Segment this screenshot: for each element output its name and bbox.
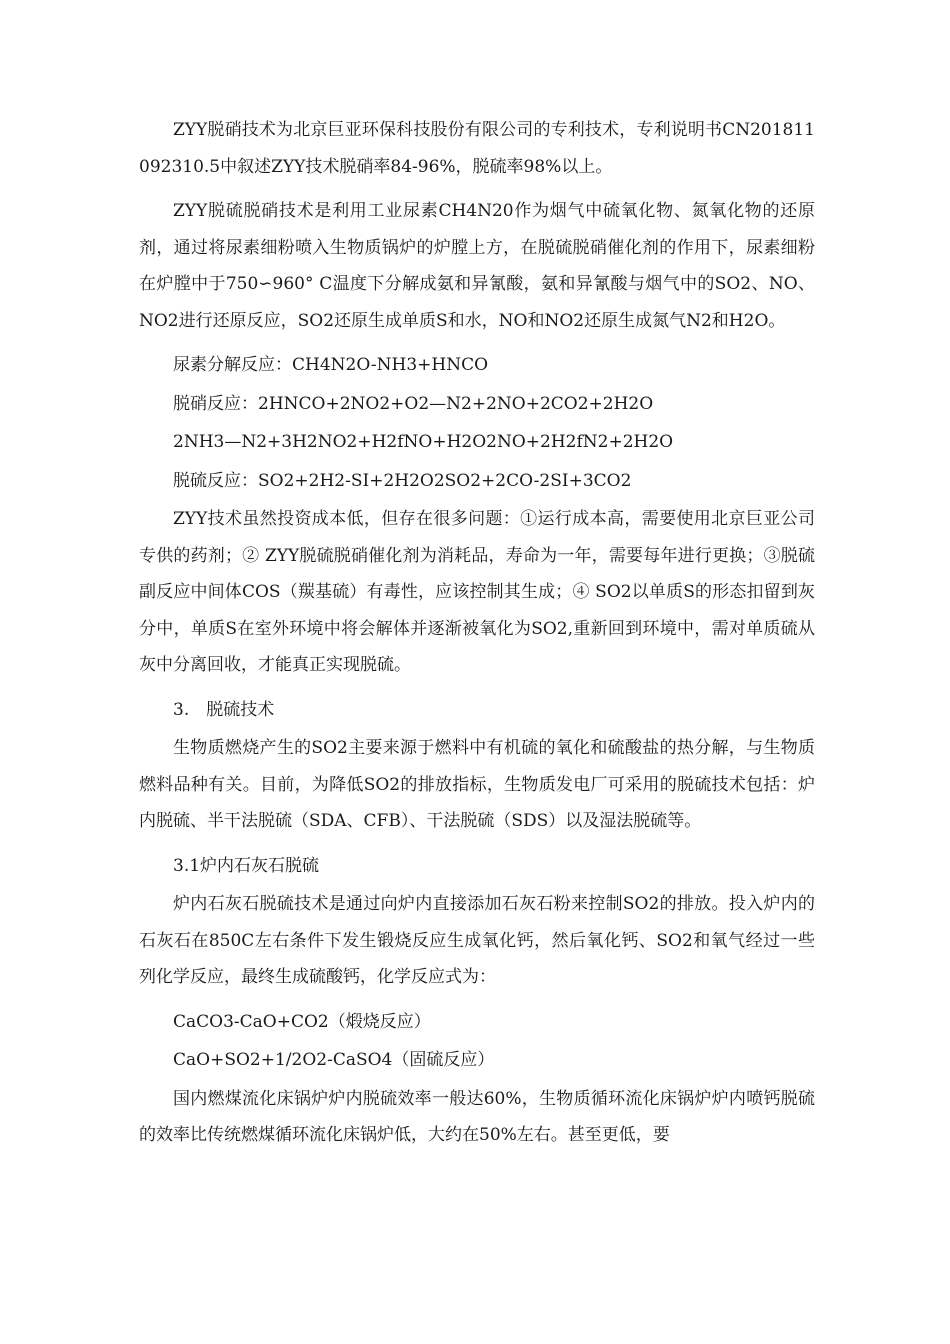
paragraph-zyy-patent: ZYY脱硝技术为北京巨亚环保科技股份有限公司的专利技术，专利说明书CN201811092310.5中叙述ZYY技术脱硝率84-96%，脱硫率98%以上。 — [139, 120, 815, 177]
section-heading-desulfurization: 3. 脱硫技术 — [173, 699, 275, 720]
paragraph-zyy-principle: ZYY脱硫脱硝技术是利用工业尿素CH4N20作为烟气中硫氧化物、氮氧化物的还原剂，通过将尿素细粉喷入生物质锅炉的炉膛上方，在脱硫脱硝催化剂的作用下，尿素细粉在炉膛中于750∽960° C温度下分解成氨和异氰酸，氨和异氰酸与烟气中的SO2、NO、NO2进行还原反应，SO2还原生成单质S和水，NO和NO2还原生成氮气N2和H2O。 — [139, 201, 815, 331]
section-heading-limestone: 3.1炉内石灰石脱硫 — [173, 855, 320, 876]
reaction-ammonia: 2NH3—N2+3H2NO2+H2fNO+H2O2NO+2H2fN2+2H2O — [173, 432, 674, 452]
reaction-calcination: CaCO3-CaO+CO2（煅烧反应） — [173, 1011, 431, 1032]
paragraph-limestone: 炉内石灰石脱硫技术是通过向炉内直接添加石灰石粉来控制SO2的排放。投入炉内的石灰石在850C左右条件下发生锻烧反应生成氧化钙，然后氧化钙、SO2和氧气经过一些列化学反应，最终生成硫酸钙，化学反应式为： — [139, 894, 815, 987]
reaction-urea-decomposition: 尿素分解反应：CH4N2O-NH3+HNCO — [173, 355, 489, 375]
paragraph-efficiency: 国内燃煤流化床锅炉炉内脱硫效率一般达60%，生物质循环流化床锅炉炉内喷钙脱硫的效率比传统燃煤循环流化床锅炉低，大约在50%左右。甚至更低，要 — [139, 1088, 815, 1145]
reaction-desulfurization: 脱硫反应：SO2+2H2-SI+2H2O2SO2+2CO-2SI+3CO2 — [173, 470, 632, 491]
reaction-denitration: 脱硝反应：2HNCO+2NO2+O2—N2+2NO+2CO2+2H2O — [173, 393, 654, 414]
paragraph-zyy-problems: ZYY技术虽然投资成本低，但存在很多问题：①运行成本高，需要使用北京巨亚公司专供的药剂；② ZYY脱硫脱硝催化剂为消耗品，寿命为一年，需要每年进行更换；③脱硫副反应中间体COS（羰基硫）有毒性，应该控制其生成；④ SO2以单质S的形态扣留到灰分中，单质S在室外环境中将会解体并逐渐被氧化为SO2,重新回到环境中，需对单质硫从灰中分离回收，才能真正实现脱硫。 — [139, 509, 815, 675]
reaction-sulfur-fixation: CaO+SO2+1/2O2-CaSO4（固硫反应） — [173, 1050, 495, 1070]
document-body — [139, 112, 815, 1162]
paragraph-desulfurization-overview: 生物质燃烧产生的SO2主要来源于燃料中有机硫的氧化和硫酸盐的热分解，与生物质燃料品种有关。目前，为降低SO2的排放指标，生物质发电厂可采用的脱硫技术包括：炉内脱硫、半干法脱硫（SDA、CFB）、干法脱硫（SDS）以及湿法脱硫等。 — [139, 738, 815, 831]
